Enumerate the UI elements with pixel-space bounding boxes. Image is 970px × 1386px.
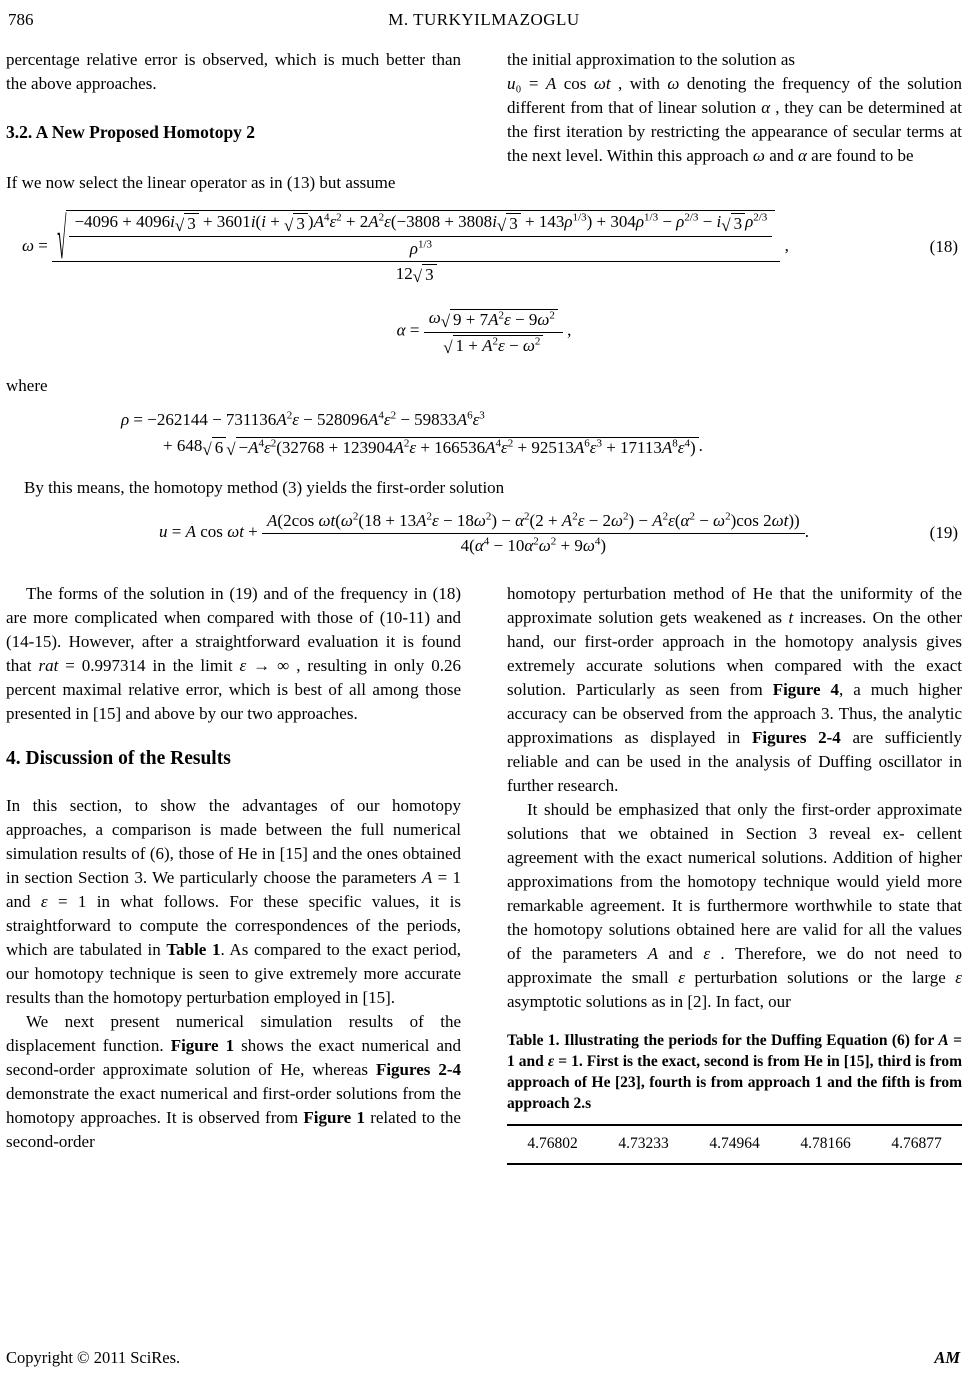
running-title: M. TURKYILMAZOGLU [388, 10, 580, 29]
periods-table [507, 1124, 962, 1165]
equation-alpha: α = ω √ $9 + 7A^2\varepsilon - 9\omega^2$ √ $1 + A^2\varepsilon - \omega^2$ , [396, 308, 572, 358]
paragraph: It should be emphasized that only the first-order approximate solutions that we obtained in Section 3 reveal ex- cellent agreement with the exact numerical solutions. Addition of higher approximations from the homotopy technique would yield more remarkable agreement. It is furthermore worthwhile to state that the homotopy solutions obtained here are valid for all the values of the parameters A and ε . Therefore, we do not need to approximate the small ε perturbation solutions or the large ε asymptotic solutions as in [2]. In fact, our [507, 799, 962, 1011]
where-text: where [6, 376, 48, 396]
paragraph: In this section, to show the advantages of our homotopy approaches, a comparison is made between the full numerical simulation results of (6), those of He in [15] and the ones obtained in section Section 3. We particularly choose the parameters A = 1 and ε = 1 in what follows. For these specific values, it is straightforward to compute the correspondences of the periods, which are tabulated in Table 1. As compared to the exact period, our homotopy technique is seen to give extremely more accurate results than the homotopy perturbation employed in [15]. [6, 795, 462, 1007]
table-cell: 4.73233 [618, 1134, 669, 1152]
table-cell: 4.76802 [527, 1134, 578, 1152]
footer-copyright: Copyright © 2011 SciRes. [6, 1348, 181, 1367]
paragraph: homotopy perturbation method of He that the uniformity of the approximate solution gets weakened as t increases. On the other hand, our first-order approach in the homotopy analysis gives extremely accurate solutions when compared with the exact solution. Particularly as seen from Figure 4, a much higher accuracy can be observed from the approach 3. Thus, the analytic approximations as displayed in Figures 2-4 are sufficiently reliable and can be used in the analysis of Duffing oscillator in further research. [507, 583, 962, 795]
table-cell: 4.76877 [891, 1134, 942, 1152]
subsection-heading: 3.2. A New Proposed Homotopy 2 [6, 122, 256, 142]
equation-rho-line1: $\rho = -262144 - 731136A^2\varepsilon - 528096A^4\varepsilon^2 - 59833A^6\varepsilon^3$ [121, 409, 485, 430]
paragraph: u₀ = A cos ωt , with ω denoting the frequency of the solution different from that of linear solution α , they can be determined at the first iteration by restricting the appearance of secular terms at the next level. Within this approach ω and α are found to be [507, 74, 962, 165]
left-column-bottom [6, 582, 461, 1165]
equation-alpha-row [6, 307, 962, 356]
paragraph: the initial approximation to the solution as [507, 50, 796, 69]
bottom-two-columns [6, 582, 962, 1165]
footer-journal-abbrev: AM [934, 1348, 960, 1367]
paragraph: The forms of the solution in (19) and of the frequency in (18) are more complicated when compared with those of (10-11) and (14-15). However, after a straightforward evaluation it is found that rat = 0.997314 in the limit ε → ∞ , resulting in only 0.26 percent maximal relative error, which is best of all among those presented in [15] and above by our two approaches. [6, 583, 461, 723]
equation-number-19: (19) [929, 522, 958, 542]
equation-number-18: (18) [929, 237, 958, 257]
page-header [6, 8, 962, 32]
paragraph-continuation: percentage relative error is observed, which is much better than the above approaches. [6, 50, 461, 93]
equation-lead-in: By this means, the homotopy method (3) yields the first-order solution [24, 477, 505, 497]
equation-19-row [6, 510, 962, 556]
equation-18-row [6, 206, 962, 287]
equation-19: u = A cos ωt + A(2cos $\omega t(\omega^2(18 + 13A^2\varepsilon - 18\omega^2) - \alpha^2(2 + A^2\varepsilon - 2\omega^2) - A^2\varepsilon(\alpha^2 - \omega^2)\cos$ 2ωt)) $4(\alpha^4 - 10\alpha^2\omega^2 + 9\omega^4)$ . [159, 510, 809, 555]
table-cell: 4.74964 [709, 1134, 760, 1152]
table-cell: 4.78166 [800, 1134, 851, 1152]
display-equations-block [6, 206, 962, 556]
paragraph: We next present numerical simulation results of the displacement function. Figure 1 shows the exact numerical and second-order approximate solution of He, whereas Figures 2-4 demonstrate the exact numerical and first-order solutions from the homotopy approaches. It is observed from Figure 1 related to the second-order [6, 1011, 462, 1151]
section-heading: 4. Discussion of the Results [6, 747, 231, 769]
paragraph: If we now select the linear operator as in (13) but assume [6, 173, 396, 192]
equation-18: ω = √ −4096 + 4096i √ 3 + 3601i(i + √ 3 )$A^4\varepsilon^2 + 2A^2\varepsilon(-3808 + 3808i$ √ 3 + $143\rho^{1/3}) + 304\rho^{1/3} - \rho^{2/3} - i$ √ 3 $\rho^{2/3}$ $\rho^{1/3}$ 12 √ 3 , [22, 206, 789, 287]
left-column-top [6, 48, 461, 195]
equation-rho [6, 410, 962, 458]
page-footer [6, 1348, 962, 1374]
right-column-bottom [507, 582, 962, 1165]
top-two-columns [6, 48, 962, 195]
right-column-top [507, 48, 962, 195]
equation-rho-line2: + 648 √ 6 √ $-A^4\varepsilon^2(32768 + 123904A^2\varepsilon + 166536A^4\varepsilon^2 + 92513A^6\varepsilon^3 + 17113A^8\varepsilon^4)$ . [163, 436, 703, 459]
table-caption: Table 1. Illustrating the periods for the Duffing Equation (6) for A = 1 and ε = 1. First is the exact, second is from He in [15], third is from approach of He [23], fourth is from approach 1 and the fifth is from approach 2.s [507, 1031, 962, 1112]
table-row [507, 1126, 962, 1163]
page-number: 786 [8, 10, 34, 29]
